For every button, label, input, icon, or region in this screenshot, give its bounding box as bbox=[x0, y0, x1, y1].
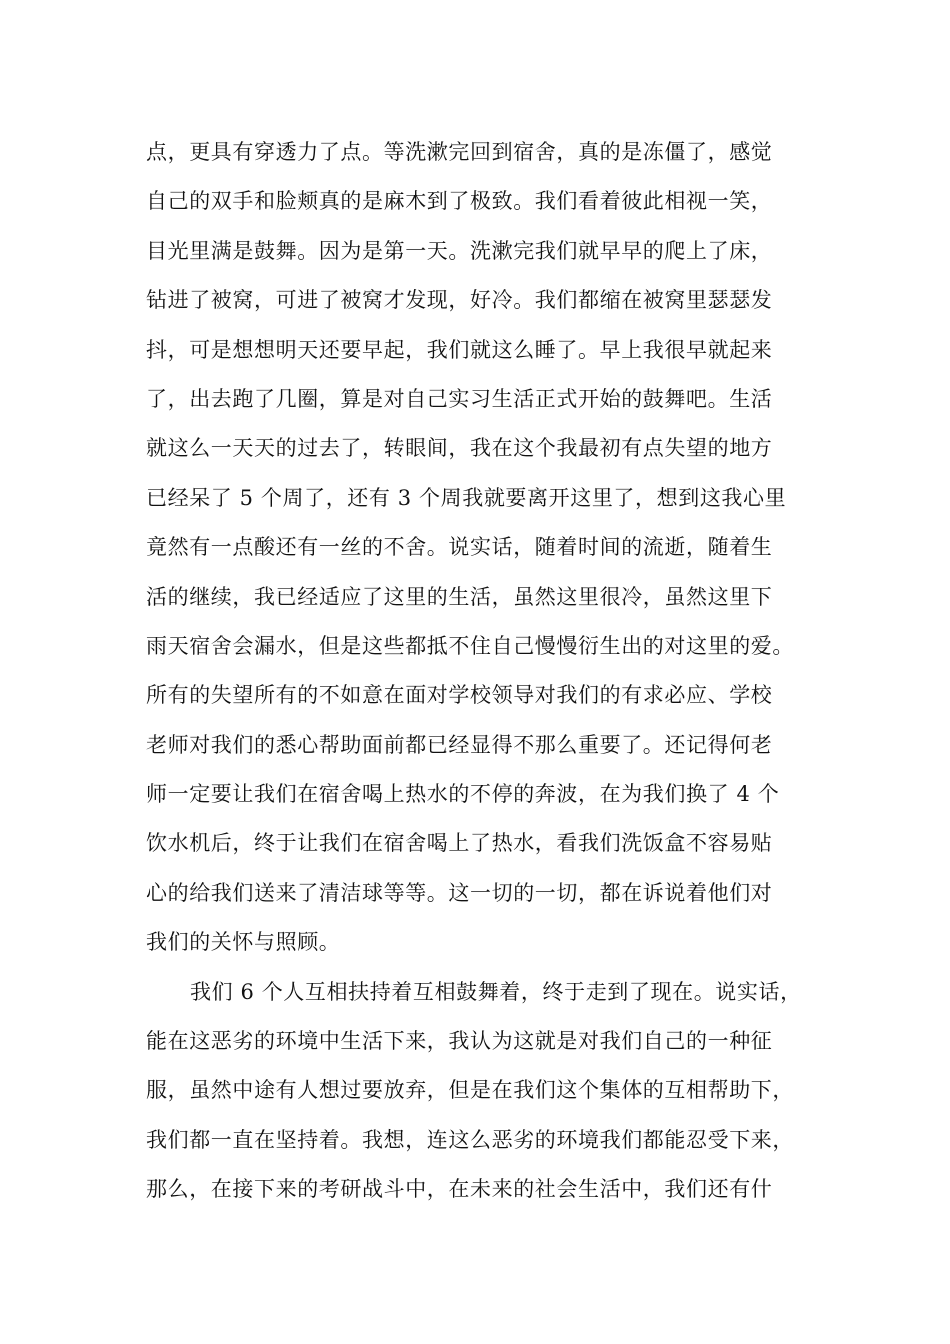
text-line-2: 自己的双手和脸颊真的是麻木到了极致。我们看着彼此相视一笑， bbox=[146, 189, 773, 214]
text-line-15: 饮水机后，终于让我们在宿舍喝上了热水，看我们洗饭盒不容易贴 bbox=[146, 831, 773, 856]
text-line-7: 就这么一天天的过去了，转眼间，我在这个我最初有点失望的地方 bbox=[146, 436, 773, 461]
text-line-14: 师一定要让我们在宿舍喝上热水的不停的奔波，在为我们换了 4 个 bbox=[146, 782, 780, 807]
text-line-20: 服，虽然中途有人想过要放弃，但是在我们这个集体的互相帮助下， bbox=[146, 1078, 794, 1103]
text-line-11: 雨天宿舍会漏水，但是这些都抵不住自己慢慢衍生出的对这里的爱。 bbox=[146, 633, 794, 658]
text-line-22: 那么，在接下来的考研战斗中，在未来的社会生活中，我们还有什 bbox=[146, 1177, 773, 1202]
text-line-4: 钻进了被窝，可进了被窝才发现，好冷。我们都缩在被窝里瑟瑟发 bbox=[146, 288, 773, 313]
document-body bbox=[146, 132, 836, 1219]
paragraph-start-line: 我们 6 个人互相扶持着互相鼓舞着，终于走到了现在。说实话， bbox=[190, 979, 802, 1004]
text-line-9: 竟然有一点酸还有一丝的不舍。说实话，随着时间的流逝，随着生 bbox=[146, 535, 773, 560]
text-line-19: 能在这恶劣的环境中生活下来，我认为这就是对我们自己的一种征 bbox=[146, 1029, 773, 1054]
text-line-3: 目光里满是鼓舞。因为是第一天。洗漱完我们就早早的爬上了床， bbox=[146, 238, 773, 263]
text-line-21: 我们都一直在坚持着。我想，连这么恶劣的环境我们都能忍受下来， bbox=[146, 1127, 794, 1152]
text-line-17: 我们的关怀与照顾。 bbox=[146, 930, 341, 955]
text-line-12: 所有的失望所有的不如意在面对学校领导对我们的有求必应、学校 bbox=[146, 683, 773, 708]
text-line-10: 活的继续，我已经适应了这里的生活，虽然这里很冷，虽然这里下 bbox=[146, 584, 773, 609]
text-line-6: 了，出去跑了几圈，算是对自己实习生活正式开始的鼓舞吧。生活 bbox=[146, 386, 773, 411]
text-line-1: 点，更具有穿透力了点。等洗漱完回到宿舍，真的是冻僵了，感觉 bbox=[146, 140, 773, 164]
text-line-16: 心的给我们送来了清洁球等等。这一切的一切，都在诉说着他们对 bbox=[146, 880, 773, 905]
text-line-13: 老师对我们的悉心帮助面前都已经显得不那么重要了。还记得何老 bbox=[146, 732, 773, 757]
text-line-5: 抖，可是想想明天还要早起，我们就这么睡了。早上我很早就起来 bbox=[146, 337, 773, 362]
text-line-8: 已经呆了 5 个周了，还有 3 个周我就要离开这里了，想到这我心里 bbox=[146, 485, 787, 510]
